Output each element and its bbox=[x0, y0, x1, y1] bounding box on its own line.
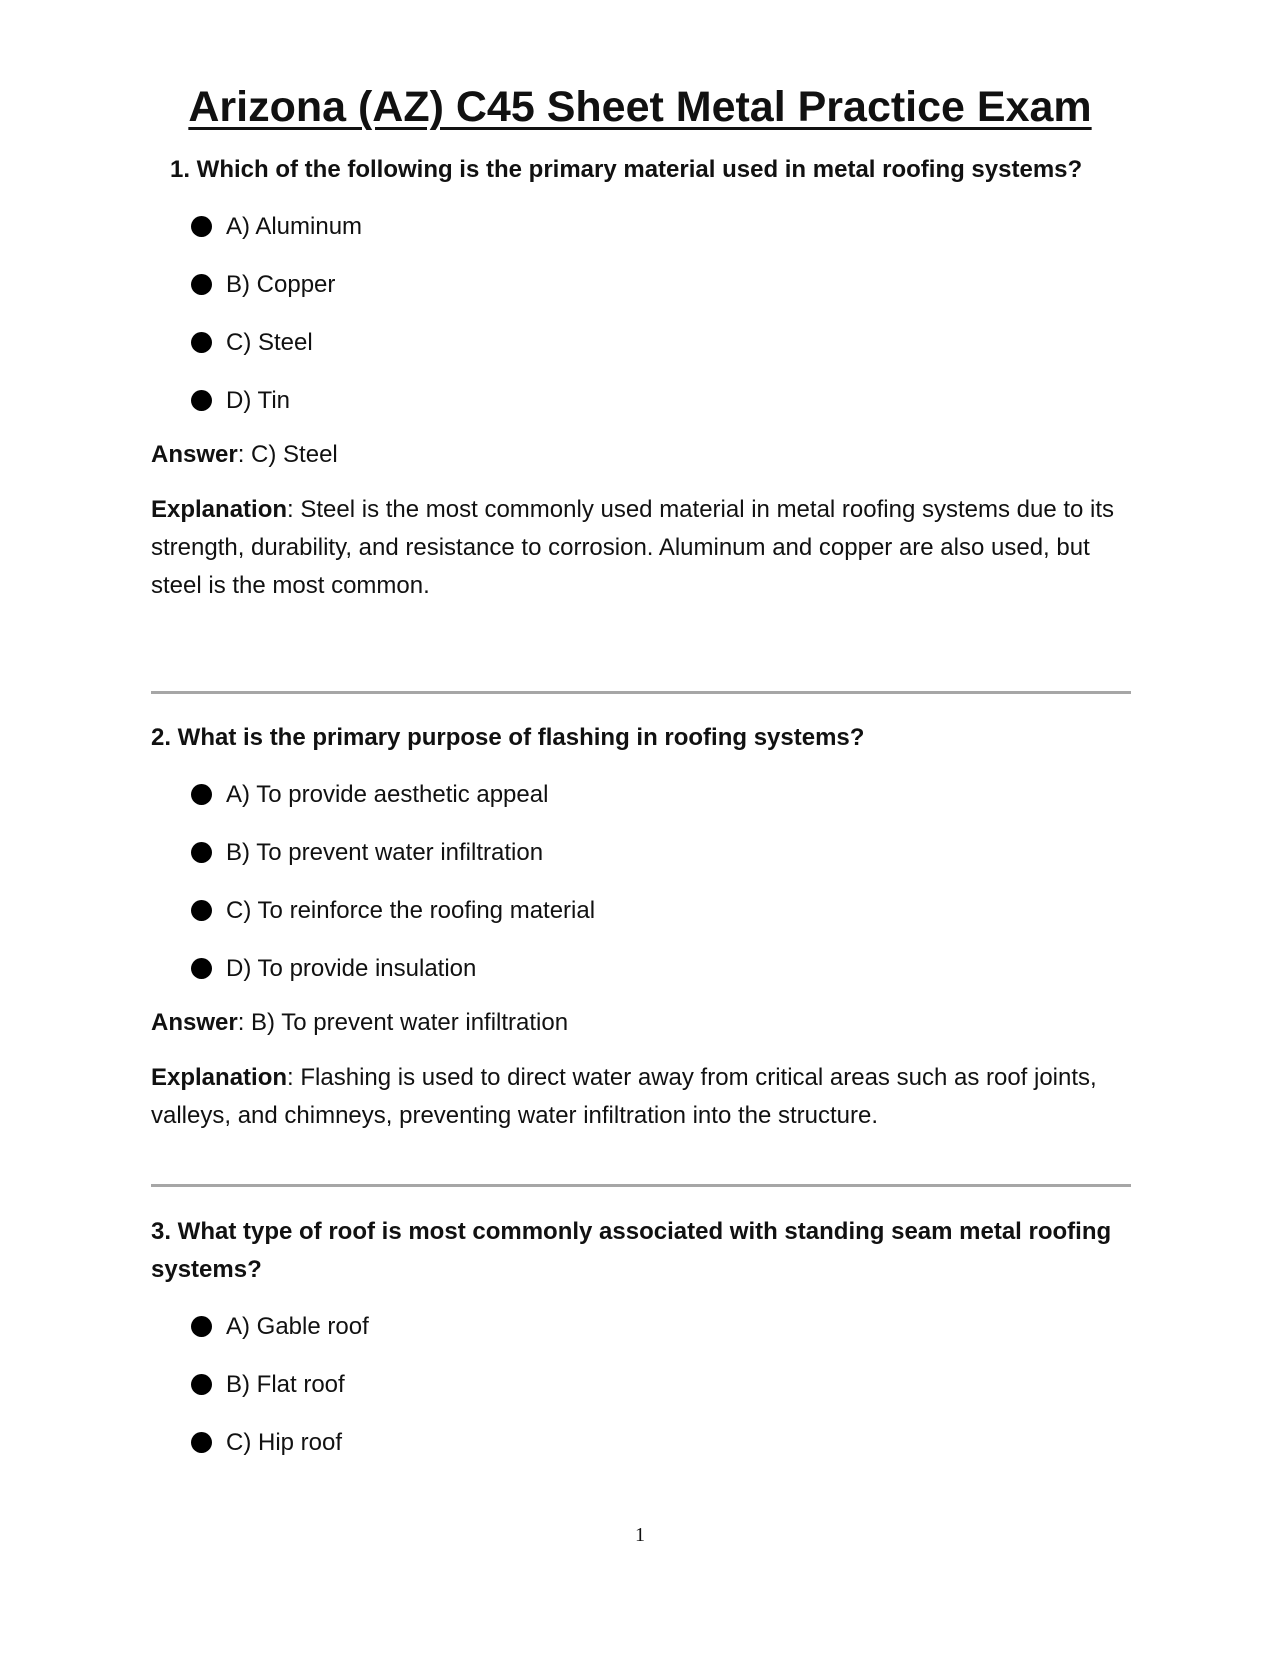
options-list bbox=[151, 776, 1131, 1008]
option-item bbox=[151, 324, 1131, 382]
question-block-2 bbox=[151, 719, 1131, 1135]
page-title: Arizona (AZ) C45 Sheet Metal Practice Exam bbox=[188, 83, 1092, 131]
option-label: A) Gable roof bbox=[226, 1313, 369, 1340]
option-item bbox=[151, 1308, 1131, 1366]
explanation-text: Steel is the most commonly used material in metal roofing systems due to its strength, durability, and resistance to corrosion. Aluminum and copper are also used, but steel is the most common. bbox=[151, 496, 1115, 599]
option-label: B) Flat roof bbox=[226, 1371, 345, 1398]
label-separator: : bbox=[237, 1009, 252, 1036]
option-label: A) To provide aesthetic appeal bbox=[226, 781, 549, 808]
question-block-3 bbox=[151, 1213, 1131, 1482]
bullet-icon bbox=[191, 1316, 212, 1337]
bullet-icon bbox=[191, 842, 212, 863]
answer-value: C) Steel bbox=[251, 441, 338, 468]
answer-label: Answer bbox=[151, 441, 238, 468]
option-item bbox=[151, 208, 1131, 266]
option-item bbox=[151, 1424, 1131, 1482]
section-divider bbox=[151, 1184, 1131, 1187]
explanation-label: Explanation bbox=[151, 496, 288, 523]
label-separator: : bbox=[237, 441, 252, 468]
option-label: C) Steel bbox=[226, 329, 313, 356]
label-separator: : bbox=[287, 1064, 301, 1091]
bullet-icon bbox=[191, 1432, 212, 1453]
explanation-paragraph bbox=[151, 491, 1131, 605]
option-item bbox=[151, 776, 1131, 834]
option-item bbox=[151, 382, 1131, 440]
answer-line bbox=[151, 1004, 1131, 1042]
bullet-icon bbox=[191, 900, 212, 921]
page-number: 1 bbox=[635, 1524, 645, 1546]
options-list bbox=[151, 1308, 1131, 1482]
option-label: A) Aluminum bbox=[226, 213, 363, 240]
answer-label: Answer bbox=[151, 1009, 238, 1036]
option-item bbox=[151, 950, 1131, 1008]
bullet-icon bbox=[191, 332, 212, 353]
bullet-icon bbox=[191, 390, 212, 411]
explanation-label: Explanation bbox=[151, 1064, 288, 1091]
explanation-paragraph bbox=[151, 1059, 1131, 1135]
option-label: D) To provide insulation bbox=[226, 955, 477, 982]
bullet-icon bbox=[191, 274, 212, 295]
explanation-text: Flashing is used to direct water away from critical areas such as roof joints, valleys, and chimneys, preventing water infiltration into the structure. bbox=[151, 1064, 1097, 1129]
option-item bbox=[151, 1366, 1131, 1424]
option-label: D) Tin bbox=[226, 387, 291, 414]
question-text: 1. Which of the following is the primary material used in metal roofing systems? bbox=[170, 156, 1083, 183]
option-label: B) To prevent water infiltration bbox=[226, 839, 544, 866]
question-block-1 bbox=[151, 151, 1131, 605]
option-label: C) Hip roof bbox=[226, 1429, 343, 1456]
label-separator: : bbox=[287, 496, 301, 523]
question-text: 3. What type of roof is most commonly associated with standing seam metal roofing systems? bbox=[151, 1218, 1112, 1283]
bullet-icon bbox=[191, 216, 212, 237]
answer-line bbox=[151, 436, 1131, 474]
options-list bbox=[151, 208, 1131, 440]
bullet-icon bbox=[191, 958, 212, 979]
option-item bbox=[151, 892, 1131, 950]
bullet-icon bbox=[191, 1374, 212, 1395]
option-item bbox=[151, 266, 1131, 324]
option-label: B) Copper bbox=[226, 271, 336, 298]
option-item bbox=[151, 834, 1131, 892]
section-divider bbox=[151, 691, 1131, 694]
question-text: 2. What is the primary purpose of flashing in roofing systems? bbox=[151, 724, 865, 751]
bullet-icon bbox=[191, 784, 212, 805]
option-label: C) To reinforce the roofing material bbox=[226, 897, 596, 924]
answer-value: B) To prevent water infiltration bbox=[251, 1009, 569, 1036]
